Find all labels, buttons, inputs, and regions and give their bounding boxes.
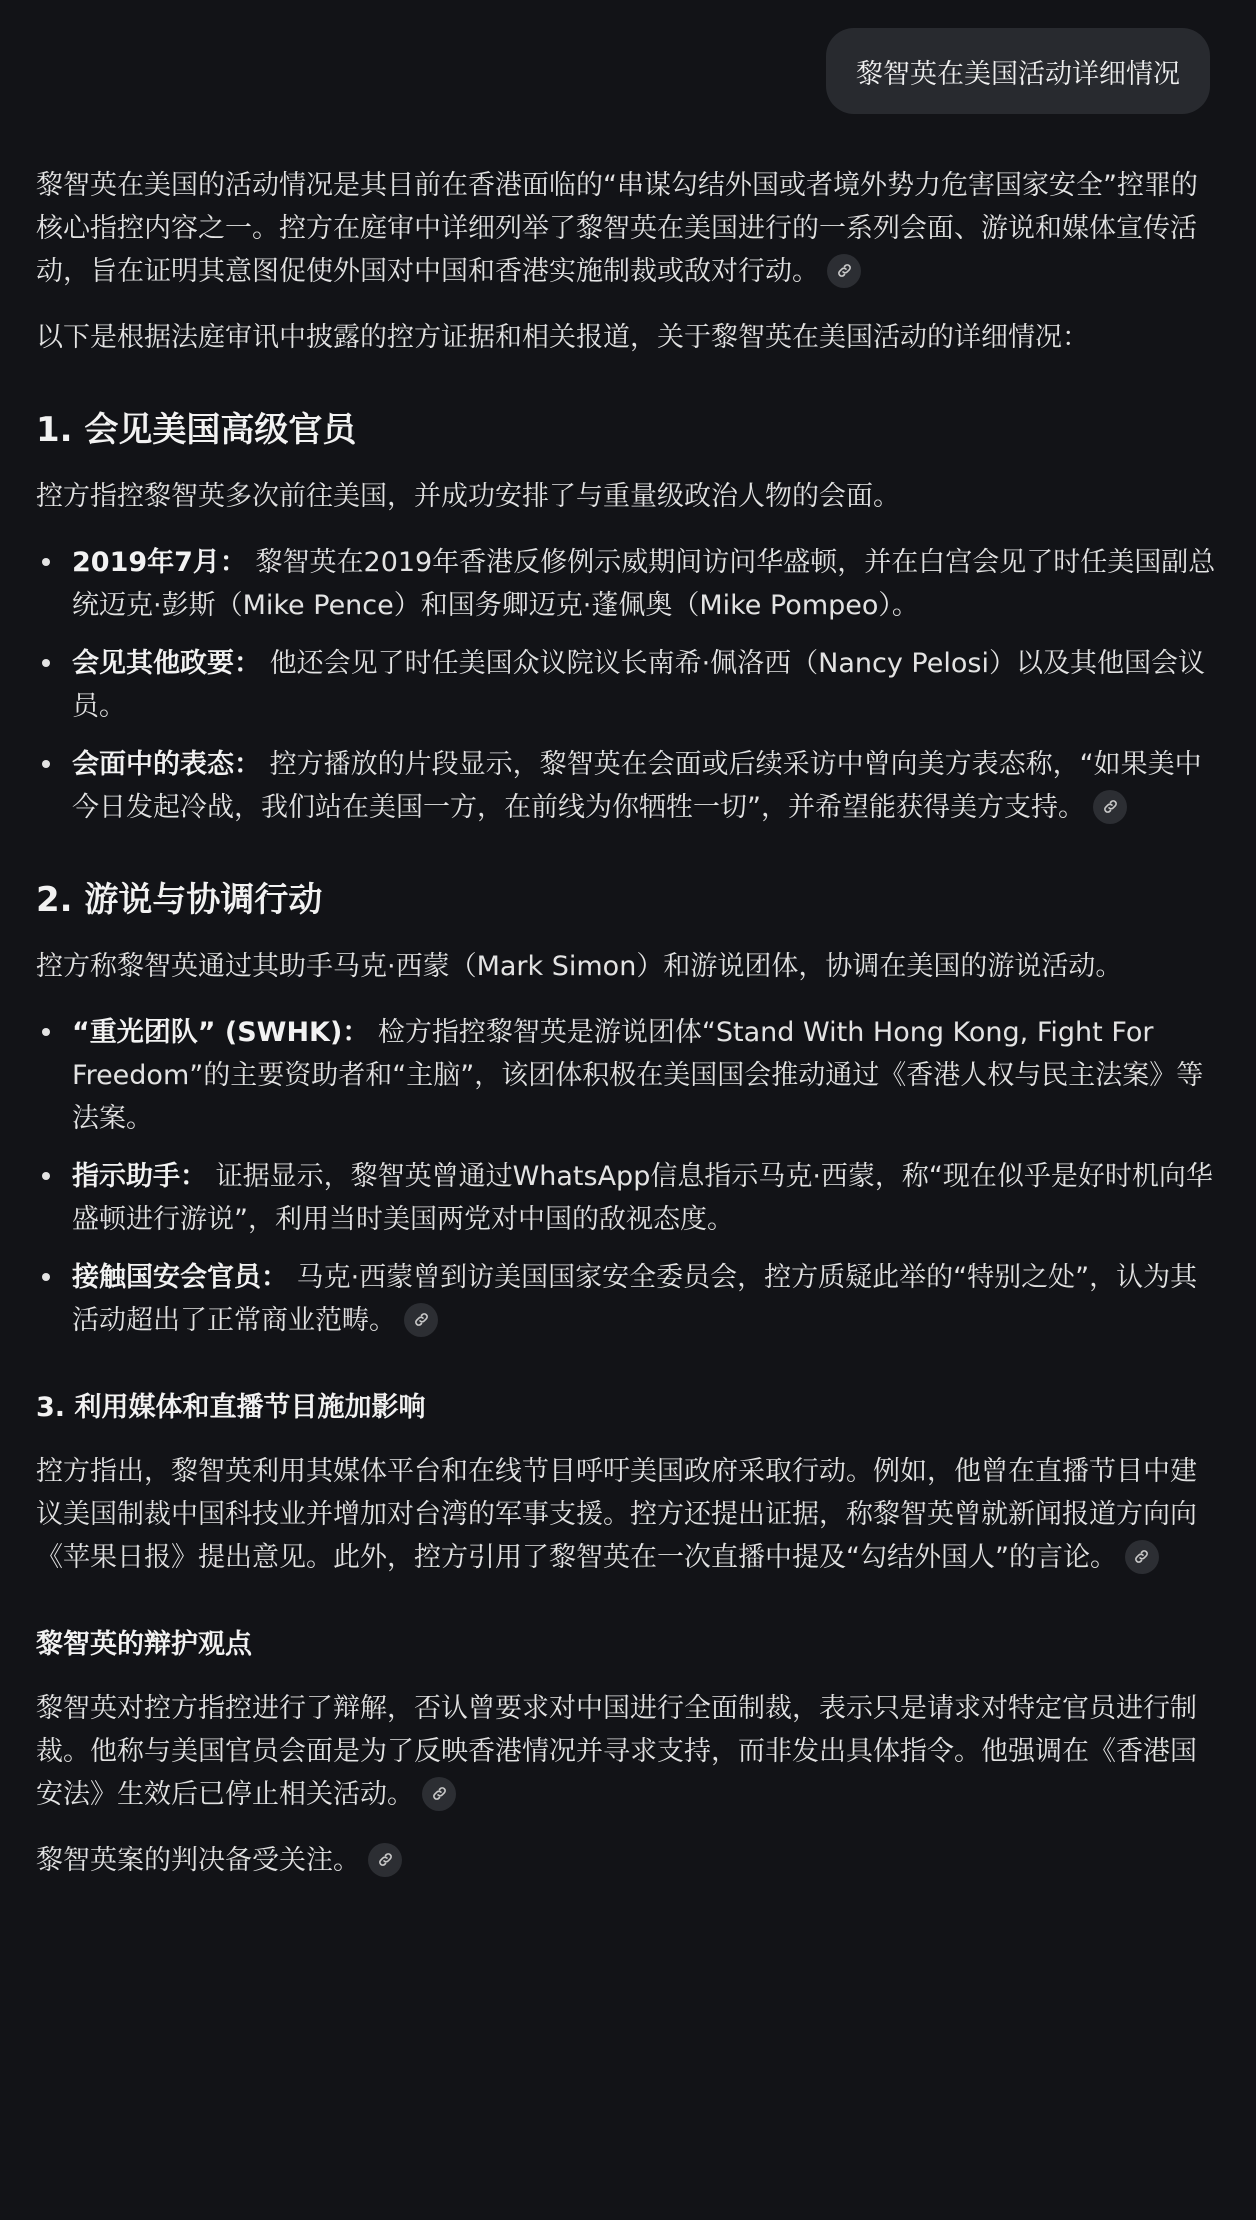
list-item-text: 马克·西蒙曾到访美国国家安全委员会，控方质疑此举的“特别之处”，认为其活动超出了正常商业范畴。	[72, 1262, 1198, 1336]
list-item-label: 会见其他政要：	[72, 648, 261, 679]
defense-text: 黎智英对控方指控进行了辩解，否认曾要求对中国进行全面制裁，表示只是请求对特定官员进行制裁。他称与美国官员会面是为了反映香港情况并寻求支持，而非发出具体指令。他强调在《香港国安法》生效后已停止相关活动。	[36, 1693, 1197, 1810]
list-item	[36, 1256, 1216, 1342]
list-item-label: 会面中的表态：	[72, 749, 261, 780]
section-3-paragraph	[36, 1450, 1216, 1579]
defense-paragraph	[36, 1687, 1216, 1816]
list-item-text: 证据显示，黎智英曾通过WhatsApp信息指示马克·西蒙，称“现在似乎是好时机向华盛顿进行游说”，利用当时美国两党对中国的敌视态度。	[72, 1161, 1213, 1235]
citation-link-icon[interactable]	[1093, 790, 1127, 824]
defense-heading: 黎智英的辩护观点	[36, 1629, 252, 1660]
assistant-response	[36, 164, 1216, 1905]
closing-paragraph	[36, 1839, 1216, 1882]
list-item-label: 2019年7月：	[72, 547, 247, 578]
section-1-lead: 控方指控黎智英多次前往美国，并成功安排了与重量级政治人物的会面。	[36, 481, 900, 512]
closing-text: 黎智英案的判决备受关注。	[36, 1845, 360, 1876]
list-item	[36, 743, 1216, 829]
intro-text-1: 黎智英在美国的活动情况是其目前在香港面临的“串谋勾结外国或者境外势力危害国家安全”控罪的核心指控内容之一。控方在庭审中详细列举了黎智英在美国进行的一系列会面、游说和媒体宣传活动，旨在证明其意图促使外国对中国和香港实施制裁或敌对行动。	[36, 170, 1198, 287]
citation-link-icon[interactable]	[827, 254, 861, 288]
list-item-label: “重光团队” (SWHK)：	[72, 1017, 370, 1048]
citation-link-icon[interactable]	[368, 1843, 402, 1877]
list-item	[36, 642, 1216, 728]
list-item	[36, 541, 1216, 627]
user-message-text: 黎智英在美国活动详细情况	[856, 58, 1180, 90]
list-item-text: 他还会见了时任美国众议院议长南希·佩洛西（Nancy Pelosi）以及其他国会议员。	[72, 648, 1205, 722]
list-item-label: 接触国安会官员：	[72, 1262, 288, 1293]
list-item	[36, 1011, 1216, 1140]
section-1-list	[36, 541, 1216, 829]
list-item	[36, 1155, 1216, 1241]
citation-link-icon[interactable]	[404, 1303, 438, 1337]
list-item-label: 指示助手：	[72, 1161, 207, 1192]
section-1-heading: 1. 会见美国高级官员	[36, 410, 357, 450]
list-item-text: 黎智英在2019年香港反修例示威期间访问华盛顿，并在白宫会见了时任美国副总统迈克·彭斯（Mike Pence）和国务卿迈克·蓬佩奥（Mike Pompeo）。	[72, 547, 1216, 621]
section-2-lead: 控方称黎智英通过其助手马克·西蒙（Mark Simon）和游说团体，协调在美国的游说活动。	[36, 951, 1123, 982]
list-item-text: 检方指控黎智英是游说团体“Stand With Hong Kong, Fight For Freedom”的主要资助者和“主脑”，该团体积极在美国国会推动通过《香港人权与民主法案》等法案。	[72, 1017, 1204, 1134]
section-3-heading: 3. 利用媒体和直播节目施加影响	[36, 1392, 426, 1423]
citation-link-icon[interactable]	[1125, 1540, 1159, 1574]
section-2-heading: 2. 游说与协调行动	[36, 880, 323, 920]
citation-link-icon[interactable]	[422, 1777, 456, 1811]
intro-paragraph-2: 以下是根据法庭审讯中披露的控方证据和相关报道，关于黎智英在美国活动的详细情况：	[36, 322, 1089, 353]
user-message-bubble	[826, 28, 1210, 114]
section-2-list	[36, 1011, 1216, 1342]
intro-paragraph-1	[36, 164, 1216, 293]
list-item-text: 控方播放的片段显示，黎智英在会面或后续采访中曾向美方表态称，“如果美中今日发起冷战，我们站在美国一方，在前线为你牺牲一切”，并希望能获得美方支持。	[72, 749, 1202, 823]
section-3-text: 控方指出，黎智英利用其媒体平台和在线节目呼吁美国政府采取行动。例如，他曾在直播节目中建议美国制裁中国科技业并增加对台湾的军事支援。控方还提出证据，称黎智英曾就新闻报道方向向《苹果日报》提出意见。此外，控方引用了黎智英在一次直播中提及“勾结外国人”的言论。	[36, 1456, 1197, 1573]
